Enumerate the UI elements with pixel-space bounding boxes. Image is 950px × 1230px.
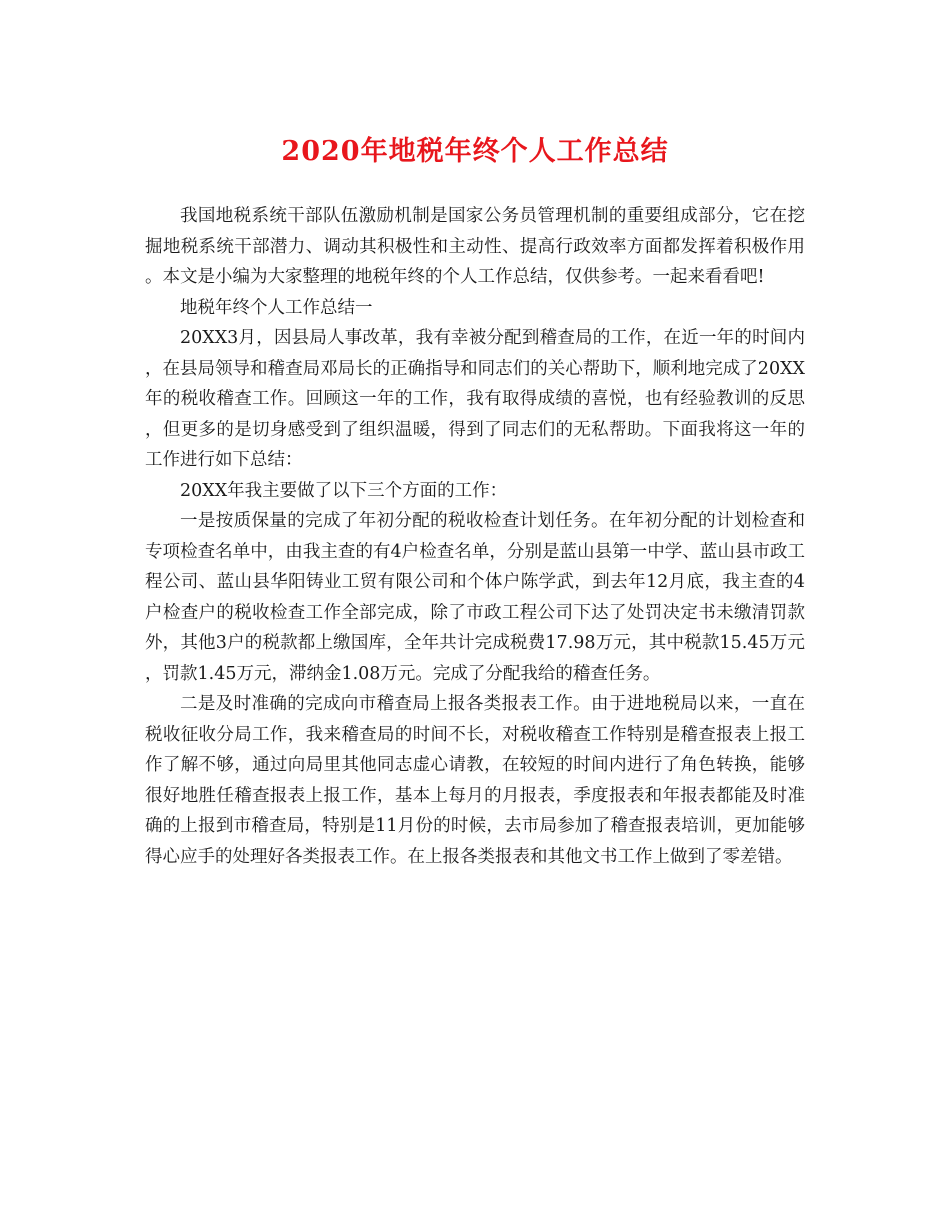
body-paragraph: 20XX3月，因县局人事改革，我有幸被分配到稽查局的工作，在近一年的时间内，在县局领导和稽查局邓局长的正确指导和同志们的关心帮助下，顺利地完成了20XX年的税收稽查工作。回顾这一年的工作，我有取得成绩的喜悦，也有经验教训的反思，但更多的是切身感受到了组织温暖，得到了同志们的无私帮助。下面我将这一年的工作进行如下总结： (145, 328, 805, 470)
body-paragraph: 一是按质保量的完成了年初分配的税收检查计划任务。在年初分配的计划检查和专项检查名单中，由我主查的有4户检查名单，分别是蓝山县第一中学、蓝山县市政工程公司、蓝山县华阳铸业工贸有限公司和个体户陈学武，到去年12月底，我主查的4户检查户的税收检查工作全部完成，除了市政工程公司下达了处罚决定书未缴清罚款外，其他3户的税款都上缴国库，全年共计完成税费17.98万元，其中税款15.45万元，罚款1.45万元，滞纳金1.08万元。完成了分配我给的稽查任务。 (145, 511, 805, 684)
document-title: 2020年地税年终个人工作总结 (281, 136, 669, 167)
body-paragraph: 20XX年我主要做了以下三个方面的工作： (180, 480, 508, 501)
section-heading: 地税年终个人工作总结一 (180, 297, 373, 318)
body-paragraph: 二是及时准确的完成向市稽查局上报各类报表工作。由于进地税局以来，一直在税收征收分局工作，我来稽查局的时间不长，对税收稽查工作特别是稽查报表上报工作了解不够，通过向局里其他同志虚心请教，在较短的时间内进行了角色转换，能够很好地胜任稽查报表上报工作，基本上每月的月报表，季度报表和年报表都能及时准确的上报到市稽查局，特别是11月份的时候，去市局参加了稽查报表培训，更加能够得心应手的处理好各类报表工作。在上报各类报表和其他文书工作上做到了零差错。 (145, 694, 805, 867)
document-body (145, 201, 805, 872)
intro-paragraph: 我国地税系统干部队伍激励机制是国家公务员管理机制的重要组成部分，它在挖掘地税系统干部潜力、调动其积极性和主动性、提高行政效率方面都发挥着积极作用。本文是小编为大家整理的地税年终的个人工作总结，仅供参考。一起来看看吧! (145, 206, 805, 287)
